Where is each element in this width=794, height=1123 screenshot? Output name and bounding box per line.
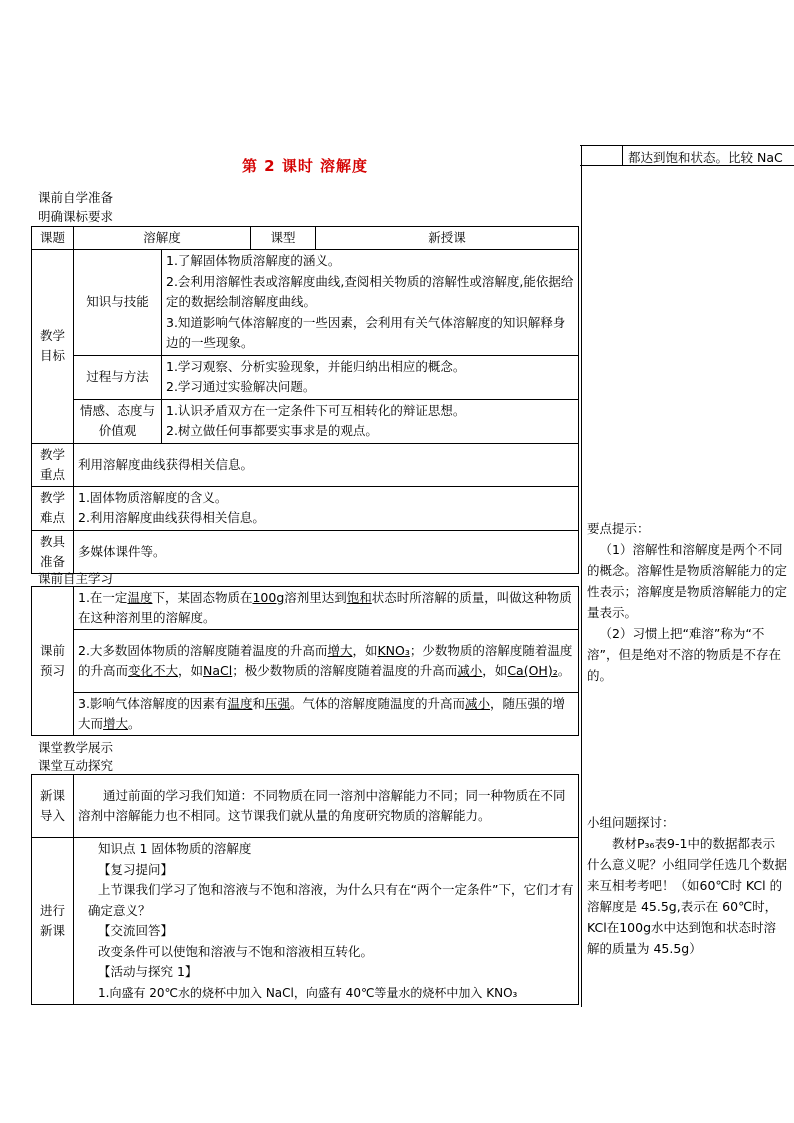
table-row xyxy=(32,486,579,530)
proceed-line-6: 【活动与探究 1】 xyxy=(98,964,198,979)
preview-item-3 xyxy=(74,693,579,736)
lesson-table xyxy=(31,774,579,1005)
answer-blank: NaCl xyxy=(203,663,233,678)
knowledge-line-3: 3.知道影响气体溶解度的一些因素，会利用有关气体溶解度的知识解释身边的一些现象。 xyxy=(166,314,566,350)
answer-blank: 变化不大 xyxy=(128,663,179,678)
cell-intro: 通过前面的学习我们知道：不同物质在同一溶剂中溶解能力不同；同一种物质在不同溶剂中溶解能力也不相同。这节课我们就从量的角度研究物质的溶解能力。 xyxy=(74,775,579,838)
preview-text: 状态时所溶解的质量，叫做这种物质在这种溶剂里的溶解度。 xyxy=(78,590,572,625)
cell-topic-label: 课题 xyxy=(32,227,74,250)
heading-interaction: 课堂互动探究 xyxy=(38,758,114,773)
heading-pre-study: 课前自学准备 xyxy=(38,190,114,205)
proceed-line-7: 1.向盛有 20℃水的烧杯中加入 NaCl，向盛有 40℃等量水的烧杯中加入 KNO₃ xyxy=(98,985,518,1000)
preview-text: 下，某固态物质在 xyxy=(152,590,253,605)
answer-blank: 减小 xyxy=(457,663,483,678)
cell-knowledge-label: 知识与技能 xyxy=(74,250,162,356)
cell-proceed-label: 进行新课 xyxy=(32,838,74,1005)
column-divider xyxy=(581,145,582,1007)
objectives-table xyxy=(31,226,579,574)
knowledge-line-1: 1.了解固体物质溶解度的涵义。 xyxy=(166,253,341,268)
cell-diff xyxy=(74,486,579,530)
process-line-2: 2.学习通过实验解决问题。 xyxy=(166,379,316,394)
answer-blank: Ca(OH)₂ xyxy=(507,663,558,678)
table-row xyxy=(32,775,579,838)
cell-preview-label: 课前预习 xyxy=(32,587,74,736)
cell-key-label: 教学重点 xyxy=(32,443,74,486)
tips-title: 要点提示： xyxy=(587,521,650,536)
preview-text: 。 xyxy=(557,663,571,678)
preview-text: ，如 xyxy=(352,643,378,658)
preview-text: ；极少数物质的溶解度随着温度的升高而 xyxy=(232,663,458,678)
preview-text: ，如 xyxy=(178,663,204,678)
cell-knowledge xyxy=(162,250,579,356)
cell-type: 新授课 xyxy=(316,227,579,250)
heading-self-study: 课前自主学习 xyxy=(38,571,114,586)
answer-blank: 温度 xyxy=(127,590,153,605)
tips-1: （1）溶解性和溶解度是两个不同的概念。溶解性是物质溶解能力的定性表示；溶解度是物质溶解能力的定量表示。 xyxy=(587,542,788,620)
preview-text: 溶剂里达到 xyxy=(284,590,347,605)
table-row xyxy=(32,587,579,630)
cell-goal-label: 教学目标 xyxy=(32,250,74,444)
cell-intro-label: 新课导入 xyxy=(32,775,74,838)
preview-table xyxy=(31,586,579,736)
table-row xyxy=(32,250,579,356)
diff-line-1: 1.固体物质溶解度的含义。 xyxy=(78,489,228,505)
table-row xyxy=(32,530,579,573)
answer-blank: 压强 xyxy=(264,696,290,711)
cell-emotion xyxy=(162,399,579,443)
emotion-line-2: 2.树立做任何事都要实事求是的观点。 xyxy=(166,423,378,438)
preview-text: ，随压强的增大而 xyxy=(78,696,566,731)
cell-type-label: 课型 xyxy=(251,227,316,250)
proceed-line-2: 【复习提问】 xyxy=(98,861,174,877)
cell-key: 利用溶解度曲线获得相关信息。 xyxy=(74,443,579,486)
cell-process xyxy=(162,355,579,399)
answer-blank: 增大 xyxy=(103,716,129,731)
answer-blank: 100g xyxy=(252,590,285,605)
process-line-1: 1.学习观察、分析实验现象，并能归纳出相应的概念。 xyxy=(166,358,466,374)
preview-text: ；少数物质的溶解度随着温度的升高而 xyxy=(78,643,573,678)
preview-text: 。 xyxy=(128,716,141,731)
proceed-line-1: 知识点 1 固体物质的溶解度 xyxy=(98,841,252,856)
table-row xyxy=(32,630,579,693)
diff-line-2: 2.利用溶解度曲线获得相关信息。 xyxy=(78,510,265,525)
preview-text: ，如 xyxy=(482,663,508,678)
table-row xyxy=(32,355,579,399)
group-title: 小组问题探讨： xyxy=(587,815,675,830)
answer-blank: 饱和 xyxy=(346,590,372,605)
tips-box xyxy=(587,518,787,686)
cell-tools: 多媒体课件等。 xyxy=(74,530,579,573)
heading-class-show: 课堂教学展示 xyxy=(38,740,114,755)
heading-objectives: 明确课标要求 xyxy=(38,209,114,224)
page-title: 第 2 课时 溶解度 xyxy=(241,157,369,175)
preview-text: 和 xyxy=(252,696,265,711)
continued-cell-blank xyxy=(580,146,623,165)
knowledge-line-2: 2.会利用溶解性表或溶解度曲线,查阅相关物质的溶解性或溶解度,能依据给定的数据绘制溶解度曲线。 xyxy=(166,273,574,309)
continued-cell-text: 都达到饱和状态。比较 NaC xyxy=(628,150,783,165)
table-row xyxy=(32,227,579,250)
cell-diff-label: 教学难点 xyxy=(32,486,74,530)
cell-topic: 溶解度 xyxy=(74,227,251,250)
tips-2: （2）习惯上把“难溶”称为“不溶”，但是绝对不溶的物质是不存在的。 xyxy=(587,626,781,683)
group-discussion-box xyxy=(587,812,787,959)
answer-blank: 减小 xyxy=(465,696,491,711)
cell-emotion-label: 情感、态度与价值观 xyxy=(74,399,162,443)
cell-proceed xyxy=(74,838,579,1005)
proceed-line-3: 上节课我们学习了饱和溶液与不饱和溶液，为什么只有在“两个一定条件”下，它们才有确定意义？ xyxy=(88,882,574,918)
preview-text: 1.在一定 xyxy=(78,590,128,605)
cell-tools-label: 教具准备 xyxy=(32,530,74,573)
preview-item-2 xyxy=(74,630,579,693)
preview-text: 2.大多数固体物质的溶解度随着温度的升高而 xyxy=(78,643,328,658)
table-row xyxy=(32,443,579,486)
emotion-line-1: 1.认识矛盾双方在一定条件下可互相转化的辩证思想。 xyxy=(166,402,466,418)
proceed-line-4: 【交流回答】 xyxy=(98,923,174,938)
preview-text: 3.影响气体溶解度的因素有 xyxy=(78,696,228,711)
table-row xyxy=(32,838,579,1005)
group-text: 教材P₃₆表9-1中的数据都表示什么意义呢？小组同学任选几个数据来互相考考吧！（如60℃时 KCl 的溶解度是 45.5g,表示在 60℃时，KCl在100g水中达到饱和状态时溶解的质量为 45.5g） xyxy=(587,836,788,956)
answer-blank: KNO₃ xyxy=(377,643,410,658)
continued-cell xyxy=(580,145,794,166)
answer-blank: 增大 xyxy=(327,643,353,658)
cell-process-label: 过程与方法 xyxy=(74,355,162,399)
answer-blank: 温度 xyxy=(227,696,253,711)
proceed-line-5: 改变条件可以使饱和溶液与不饱和溶液相互转化。 xyxy=(98,943,374,959)
table-row xyxy=(32,693,579,736)
table-row xyxy=(32,399,579,443)
preview-item-1 xyxy=(74,587,579,630)
preview-text: 。气体的溶解度随温度的升高而 xyxy=(289,696,465,711)
